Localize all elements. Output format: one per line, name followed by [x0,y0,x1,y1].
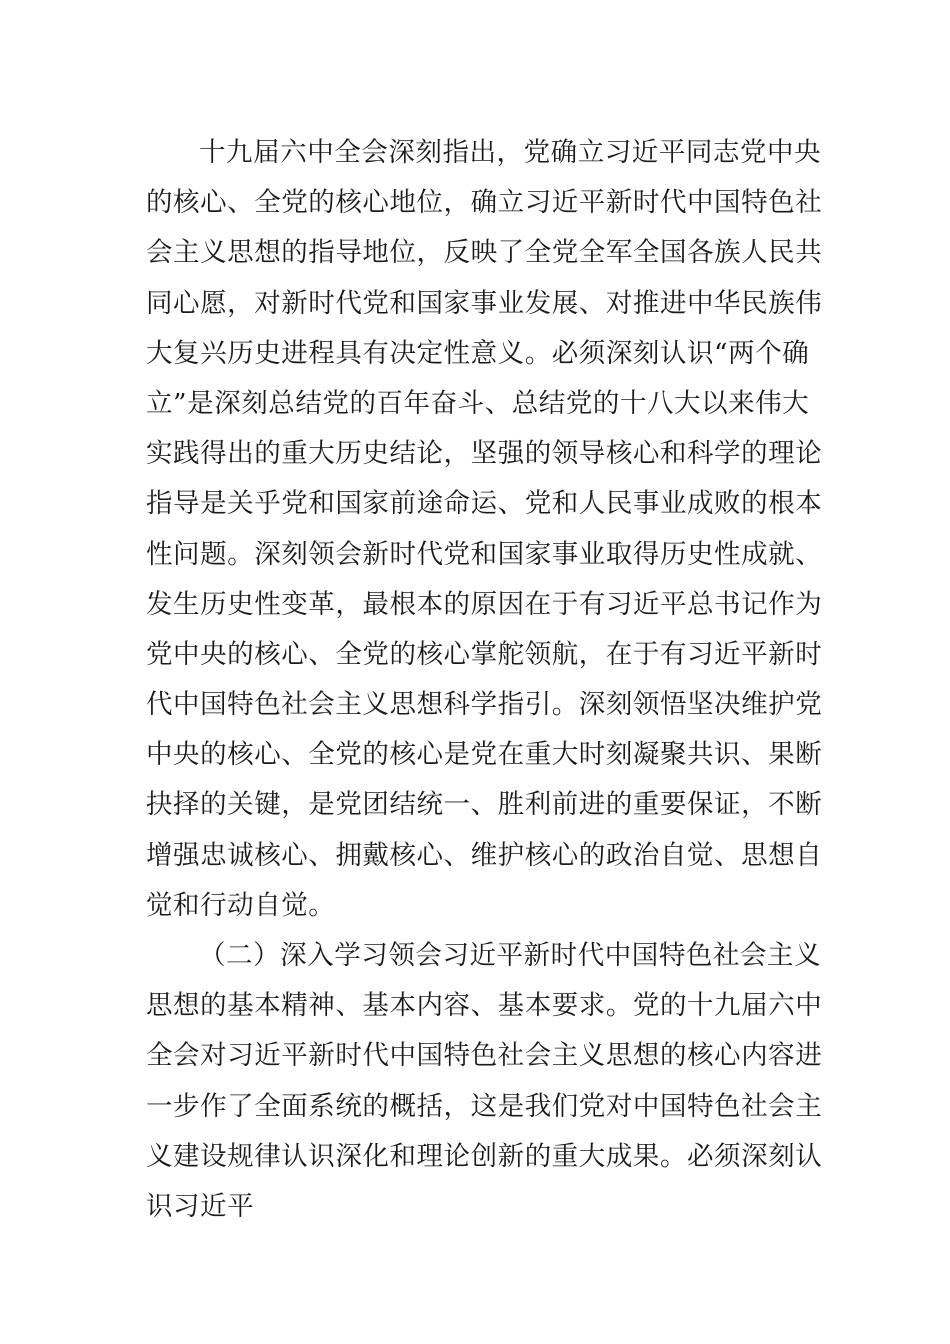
text-line: 发生历史性变革，最根本的原因在于有习近平总书记作为 [146,588,823,620]
text-line: 实践得出的重大历史结论，坚强的领导核心和科学的理论 [146,438,823,470]
text-line: 抉择的关键，是党团结统一、胜利前进的重要保证，不断 [146,789,823,821]
text-line: 党中央的核心、全党的核心掌舵领航，在于有习近平新时 [146,638,823,670]
document-body [146,128,823,1232]
text-line: 立”是深刻总结党的百年奋斗、总结党的十八大以来伟大 [146,387,810,419]
text-line: 十九届六中全会深刻指出，党确立习近平同志党中央 [199,137,822,168]
text-line: 增强忠诚核心、拥戴核心、维护核心的政治自觉、思想自 [146,839,823,871]
text-line: 觉和行动自觉。 [146,889,336,921]
text-line: 代中国特色社会主义思想科学指引。深刻领悟坚决维护党 [146,689,823,721]
paragraph-2 [146,931,823,1232]
text-line: 的核心、全党的核心地位，确立习近平新时代中国特色社 [146,187,823,219]
text-line: 义建设规律认识深化和理论创新的重大成果。必须深刻认 [146,1140,823,1172]
text-line: 一步作了全面系统的概括，这是我们党对中国特色社会主 [146,1090,823,1122]
text-line: 全会对习近平新时代中国特色社会主义思想的核心内容进 [146,1040,823,1072]
text-line: 会主义思想的指导地位，反映了全党全军全国各族人民共 [146,237,823,269]
text-line: 同心愿，对新时代党和国家事业发展、对推进中华民族伟 [146,287,823,319]
paragraph-1 [146,128,823,931]
text-line: 识习近平 [146,1190,255,1222]
text-line: 指导是关乎党和国家前途命运、党和人民事业成败的根本 [146,488,823,520]
text-line: 性问题。深刻领会新时代党和国家事业取得历史性成就、 [146,538,823,570]
text-line: 大复兴历史进程具有决定性意义。必须深刻认识“两个确 [146,337,810,369]
text-line: 中央的核心、全党的核心是党在重大时刻凝聚共识、果断 [146,739,823,771]
text-line: 思想的基本精神、基本内容、基本要求。党的十九届六中 [146,990,823,1022]
text-line: （二）深入学习领会习近平新时代中国特色社会主义 [199,940,822,971]
